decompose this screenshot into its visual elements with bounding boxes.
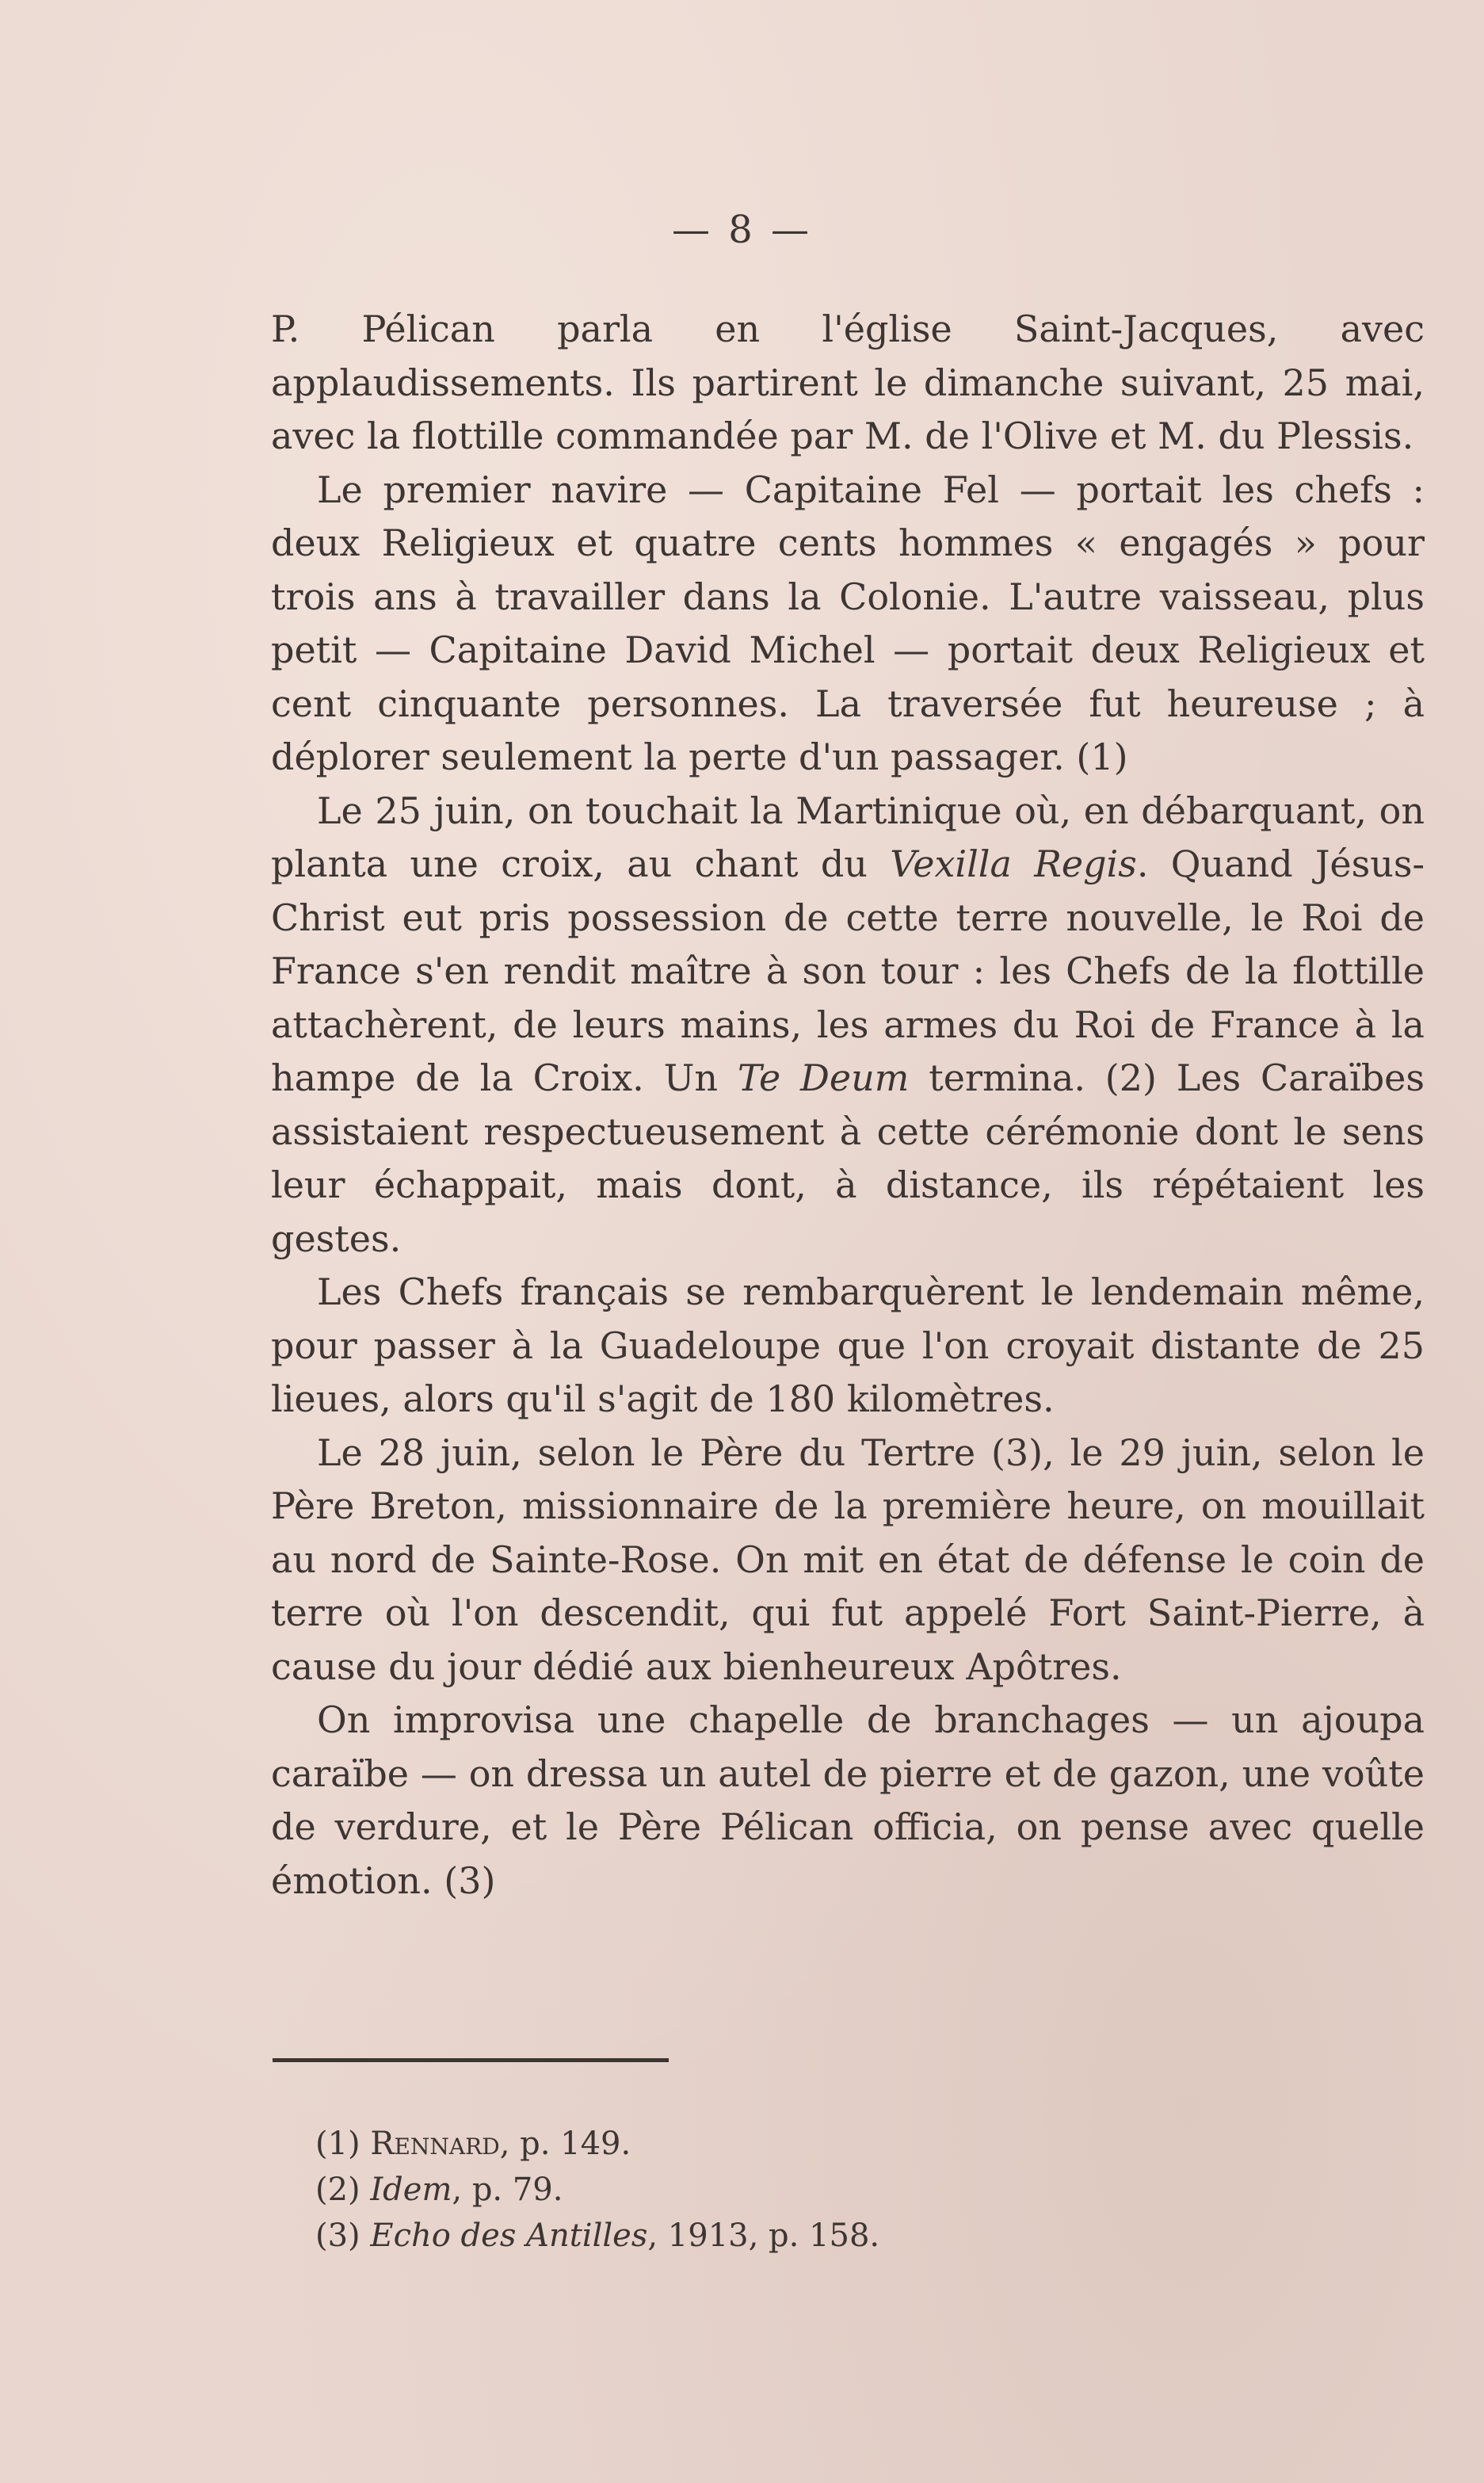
- footnote-3: [315, 2213, 1345, 2259]
- footnote-marker: (2): [315, 2172, 371, 2208]
- paragraph-3: [271, 785, 1425, 1266]
- paragraph-4: [271, 1266, 1425, 1427]
- paragraph-2: [271, 464, 1425, 785]
- paragraph-1: [271, 303, 1425, 464]
- paragraph-text: P. Pélican parla en l'église Saint-Jacques, avec applaudissements. Ils partirent le dimanche suivant, 25 mai, avec la flottille commandée par M. de l'Olive et M. du Plessis.: [271, 308, 1425, 457]
- paragraph-text: termina. (2) Les Caraïbes assistaient respectueusement à cette cérémonie dont le sens leur échappait, mais dont, à distance, ils répétaient les gestes.: [271, 1056, 1425, 1260]
- footnote-2: [315, 2167, 1345, 2213]
- footnotes: [315, 2121, 1345, 2259]
- paragraph-text: Le premier navire — Capitaine Fel — portait les chefs : deux Religieux et quatre cents hommes « engagés » pour trois ans à travailler dans la Colonie. L'autre vaisseau, plus petit — Capitaine David Michel — portait deux Religieux et cent cinquante personnes. La traversée fut heureuse ; à déplorer seulement la perte d'un passager. (1): [271, 468, 1425, 778]
- footnote-marker: (3): [315, 2218, 371, 2254]
- footnote-marker: (1): [315, 2126, 371, 2162]
- footnote-page: , p. 149.: [499, 2126, 631, 2162]
- paragraph-text: Le 25 juin, on touchait la Martinique où, en débarquant, on planta une croix, au chant du: [271, 789, 1425, 885]
- footnote-1: [315, 2121, 1345, 2167]
- paragraph-text: Les Chefs français se rembarquèrent le lendemain même, pour passer à la Guadeloupe que l'on croyait distante de 25 lieues, alors qu'il s'agit de 180 kilomètres.: [271, 1270, 1425, 1420]
- footnote-source: Echo des Antilles: [370, 2218, 648, 2254]
- body-text: [271, 303, 1425, 1908]
- footnote-source: Idem: [370, 2172, 452, 2208]
- footnote-page: , 1913, p. 158.: [647, 2218, 880, 2254]
- footnote-author: Rennard: [370, 2126, 500, 2162]
- paragraph-text: Le 28 juin, selon le Père du Tertre (3), le 29 juin, selon le Père Breton, missionnaire de la première heure, on mouillait au nord de Sainte-Rose. On mit en état de défense le coin de terre où l'on descendit, qui fut appelé Fort Saint-Pierre, à cause du jour dédié aux bienheureux Apôtres.: [271, 1431, 1425, 1688]
- paragraph-text: . Quand Jésus-Christ eut pris possession de cette terre nouvelle, le Roi de France s'en rendit maître à son tour : les Chefs de la flottille attachèrent, de leurs mains, les armes du Roi de France à la hampe de la Croix. Un: [271, 842, 1425, 1099]
- paragraph-5: [271, 1427, 1425, 1694]
- paragraph-6: [271, 1694, 1425, 1908]
- footnote-separator-rule: [273, 2058, 669, 2062]
- italic-phrase-te-deum: Te Deum: [737, 1056, 910, 1099]
- italic-phrase-vexilla-regis: Vexilla Regis: [890, 842, 1137, 885]
- paragraph-text: On improvisa une chapelle de branchages — un ajoupa caraïbe — on dressa un autel de pierre et de gazon, une voûte de verdure, et le Père Pélican officia, on pense avec quelle émotion. (3): [271, 1698, 1425, 1902]
- page-number: — 8 —: [671, 208, 813, 252]
- footnote-page: , p. 79.: [452, 2172, 563, 2208]
